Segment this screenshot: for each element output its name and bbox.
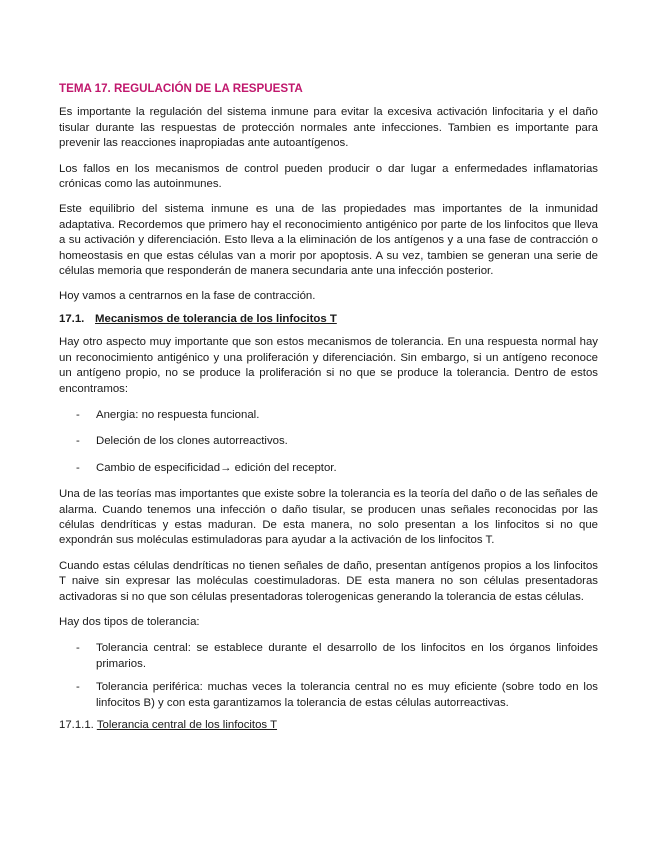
list-item-text: Cambio de especificidad→ edición del receptor. [96,461,337,474]
dash-bullet: - [76,642,80,655]
list-item [59,461,598,476]
subsection-number: 17.1.1. [59,719,94,731]
paragraph-contraccion: Hoy vamos a centrarnos en la fase de contracción. [59,290,316,303]
dash-bullet: - [76,435,80,448]
list-item-text: Tolerancia periférica: muchas veces la tolerancia central no es muy eficiente (sobre todo en los linfocitos B) y con esta garantizamos la tolerancia de estas células autorreactivas. [96,681,598,709]
paragraph-teoria-dano: Una de las teorías mas importantes que existe sobre la tolerancia es la teoría del daño o de las señales de alarma. Cuando tenemos una infección o daño tisular, se producen unas señales reconocidas por las células dendríticas y estas maduran. De esta manera, no solo presentan a los linfocitos si no que expondrán sus moléculas estimuladoras para ayudar a la activación de los linfocitos T. [59,488,598,547]
tolerance-types-list [59,641,598,711]
page-title: TEMA 17. REGULACIÓN DE LA RESPUESTA [59,82,303,95]
list-item-text: Anergia: no respuesta funcional. [96,408,260,421]
paragraph-celulas-dendriticas: Cuando estas células dendríticas no tienen señales de daño, presentan antígenos propios a los linfocitos T naive sin expresar las moléculas coestimuladoras. DE esta manera no son células presentadoras activadoras si no que son células presentadoras tolerogenicas generando la tolerancia de estas células. [59,559,598,603]
paragraph-fallos: Los fallos en los mecanismos de control pueden producir o dar lugar a enfermedades inflamatorias crónicas como las autoinmunes. [59,162,598,191]
dash-bullet: - [76,408,80,421]
paragraph-mecanismos: Hay otro aspecto muy importante que son estos mecanismos de tolerancia. En una respuesta normal hay un reconocimiento antigénico y una proliferación y diferenciación. Sin embargo, si un antígeno reconoce un antígeno propio, no se produce la proliferación si no que se produce la tolerancia. Dentro de estos encontramos: [59,336,598,395]
subsection-title: Tolerancia central de los linfocitos T [96,719,278,731]
paragraph-equilibrio: Este equilibrio del sistema inmune es una de las propiedades mas importantes de la inmunidad adaptativa. Recordemos que primero hay el reconocimiento antigénico por parte de los linfocitos que lleva a su activación y diferenciación. Esto lleva a la eliminación de los antígenos y a una fase de contracción o homeostasis en que estas células van a morir por apoptosis. A su vez, tambien se generan una serie de células memoria que responderán de manera secundaria ante una infección posterior. [59,203,598,278]
section-heading-17-1 [59,312,598,327]
list-item [59,408,598,423]
section-number: 17.1. [59,312,85,325]
paragraph-intro: Es importante la regulación del sistema inmune para evitar la excesiva activación linfocitaria y el daño tisular durante las respuestas de protección normales ante infecciones. Tambien es importante para prevenir las reacciones inapropiadas ante autoantígenos. [59,106,598,150]
list-item [59,434,598,449]
list-item-text: Tolerancia central: se establece durante el desarrollo de los linfocitos en los órganos linfoides primarios. [96,642,598,670]
section-title: Mecanismos de tolerancia de los linfocitos T [95,312,337,325]
section-heading-17-1-1 [59,718,598,733]
dash-bullet: - [76,461,80,474]
list-item-text: Deleción de los clones autorreactivos. [96,435,288,448]
paragraph-tipos: Hay dos tipos de tolerancia: [59,615,200,628]
list-item [59,680,598,711]
document-page [59,81,598,733]
tolerance-mechanisms-list [59,408,598,476]
list-item [59,641,598,672]
dash-bullet: - [76,681,80,694]
